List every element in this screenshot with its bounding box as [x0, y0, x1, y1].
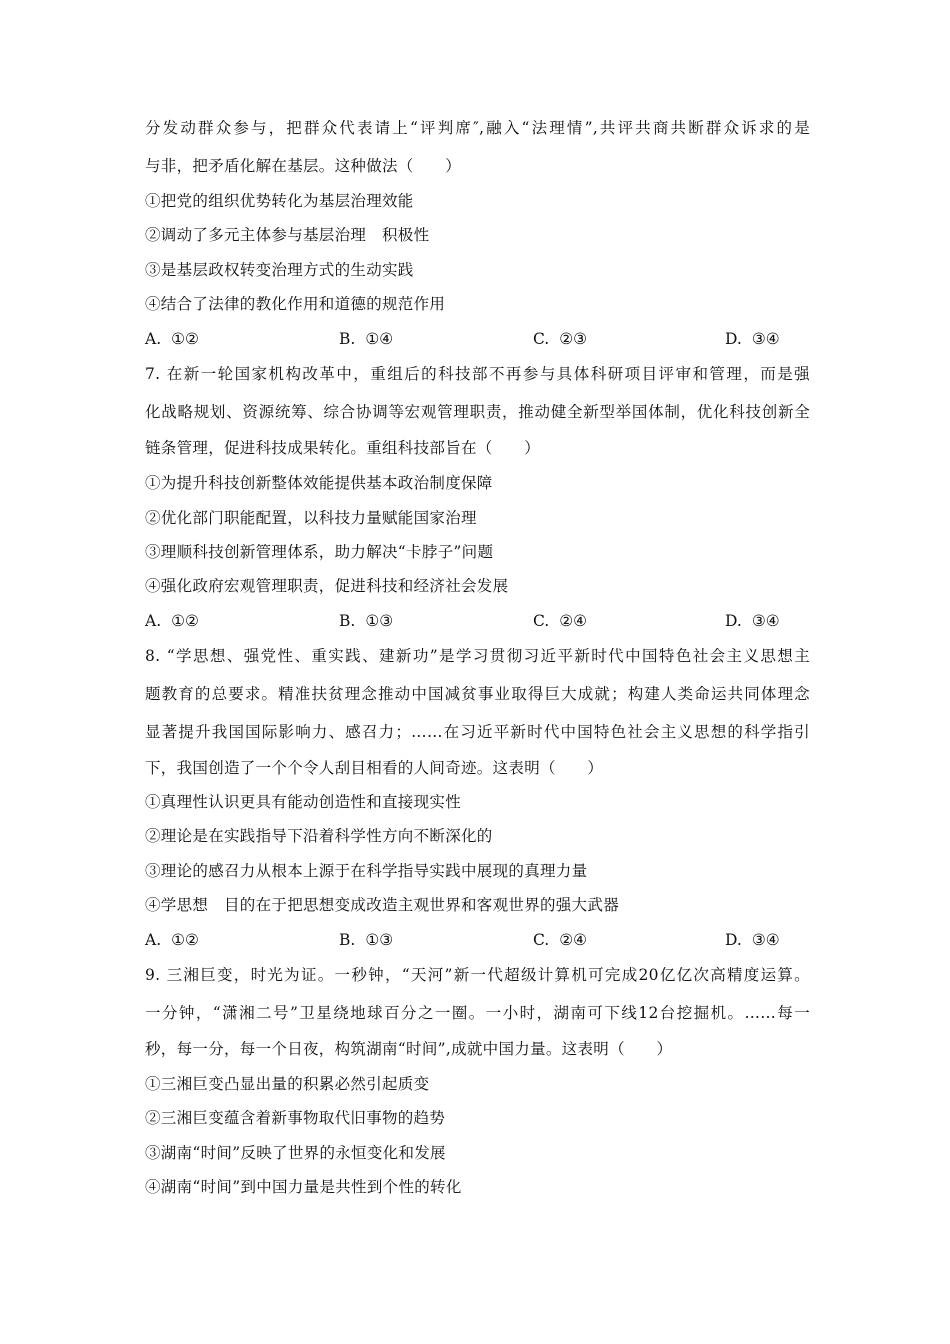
option-value: ②③ — [559, 330, 588, 348]
option-label: D. — [725, 931, 742, 949]
q8-option-a — [145, 930, 199, 950]
q8-item-2: ②理论是在实践指导下沿着科学性方向不断深化的 — [145, 827, 493, 845]
q6-option-d — [725, 329, 780, 349]
option-value: ②④ — [559, 612, 588, 630]
q9-item-1: ①三湘巨变凸显出量的积累必然引起质变 — [145, 1075, 430, 1093]
option-value: ①② — [171, 330, 199, 348]
q7-stem-line-2: 化战略规划、资源统筹、综合协调等宏观管理职责，推动健全新型举国体制，优化科技创新全 — [145, 403, 810, 421]
option-label: C. — [533, 612, 550, 630]
q8-stem-line-1: 8. “学思想、强党性、重实践、建新功”是学习贯彻习近平新时代中国特色社会主义思想主 — [145, 647, 810, 665]
option-value: ①③ — [365, 612, 394, 630]
q7-option-b — [339, 611, 393, 631]
q7-stem-line-3: 链条管理，促进科技成果转化。重组科技部旨在（ ） — [145, 439, 541, 457]
option-label: A. — [145, 612, 162, 630]
q8-stem-line-2: 题教育的总要求。精准扶贫理念推动中国减贫事业取得巨大成就；构建人类命运共同体理念 — [145, 685, 810, 703]
q6-item-4: ④结合了法律的教化作用和道德的规范作用 — [145, 295, 446, 313]
q6-stem-line-1: 分发动群众参与，把群众代表请上“评判席″,融入“法理情”,共评共商共断群众诉求的是 — [145, 119, 810, 137]
option-value: ①② — [171, 931, 199, 949]
option-label: D. — [725, 612, 742, 630]
q9-item-3: ③湖南“时间”反映了世界的永恒变化和发展 — [145, 1144, 446, 1162]
q7-item-2: ②优化部门职能配置，以科技力量赋能国家治理 — [145, 509, 477, 527]
q6-option-c — [533, 329, 587, 349]
q7-item-1: ①为提升科技创新整体效能提供基本政治制度保障 — [145, 474, 493, 492]
q9-stem-line-3: 秒，每一分，每一个日夜，构筑湖南“时间”,成就中国力量。这表明（ ） — [145, 1040, 673, 1058]
q8-option-b — [339, 930, 393, 950]
q9-stem-line-2: 一分钟，“潇湘二号”卫星绕地球百分之一圈。一小时，湖南可下线12台挖掘机。……每一 — [145, 1004, 810, 1022]
q8-option-c — [533, 930, 587, 950]
option-value: ③④ — [751, 931, 780, 949]
q6-option-b — [339, 329, 393, 349]
option-label: B. — [339, 931, 356, 949]
q9-stem-line-1: 9. 三湘巨变，时光为证。一秒钟，“天河”新一代超级计算机可完成20亿亿次高精度运算。 — [145, 966, 810, 984]
q7-stem-line-1: 7. 在新一轮国家机构改革中，重组后的科技部不再参与具体科研项目评审和管理，而是强 — [145, 365, 810, 383]
q7-option-c — [533, 611, 587, 631]
option-value: ③④ — [751, 612, 780, 630]
q7-option-a — [145, 611, 199, 631]
option-value: ②④ — [559, 931, 588, 949]
option-value: ①③ — [365, 931, 394, 949]
q8-item-4: ④学思想 目的在于把思想变成改造主观世界和客观世界的强大武器 — [145, 896, 620, 914]
q6-item-2: ②调动了多元主体参与基层治理 积极性 — [145, 226, 430, 244]
option-label: C. — [533, 931, 550, 949]
option-label: D. — [725, 330, 742, 348]
option-label: B. — [339, 612, 356, 630]
option-label: A. — [145, 330, 162, 348]
option-value: ①② — [171, 612, 199, 630]
q8-stem-line-4: 下，我国创造了一个个令人刮目相看的人间奇迹。这表明（ ） — [145, 759, 604, 777]
q6-stem-line-2: 与非，把矛盾化解在基层。这种做法（ ） — [145, 157, 462, 175]
q8-option-d — [725, 930, 780, 950]
q6-item-1: ①把党的组织优势转化为基层治理效能 — [145, 192, 414, 210]
q9-item-2: ②三湘巨变蕴含着新事物取代旧事物的趋势 — [145, 1109, 446, 1127]
q8-stem-line-3: 显著提升我国国际影响力、感召力；……在习近平新时代中国特色社会主义思想的科学指引 — [145, 723, 810, 741]
option-label: A. — [145, 931, 162, 949]
option-label: B. — [339, 330, 356, 348]
q7-item-3: ③理顺科技创新管理体系，助力解决“卡脖子”问题 — [145, 543, 494, 561]
option-value: ③④ — [751, 330, 780, 348]
q6-option-a — [145, 329, 199, 349]
q6-item-3: ③是基层政权转变治理方式的生动实践 — [145, 261, 414, 279]
option-label: C. — [533, 330, 550, 348]
q8-item-1: ①真理性认识更具有能动创造性和直接现实性 — [145, 793, 462, 811]
q7-option-d — [725, 611, 780, 631]
q7-item-4: ④强化政府宏观管理职责，促进科技和经济社会发展 — [145, 577, 509, 595]
q9-item-4: ④湖南“时间”到中国力量是共性到个性的转化 — [145, 1178, 462, 1196]
q8-item-3: ③理论的感召力从根本上源于在科学指导实践中展现的真理力量 — [145, 862, 588, 880]
option-value: ①④ — [365, 330, 394, 348]
